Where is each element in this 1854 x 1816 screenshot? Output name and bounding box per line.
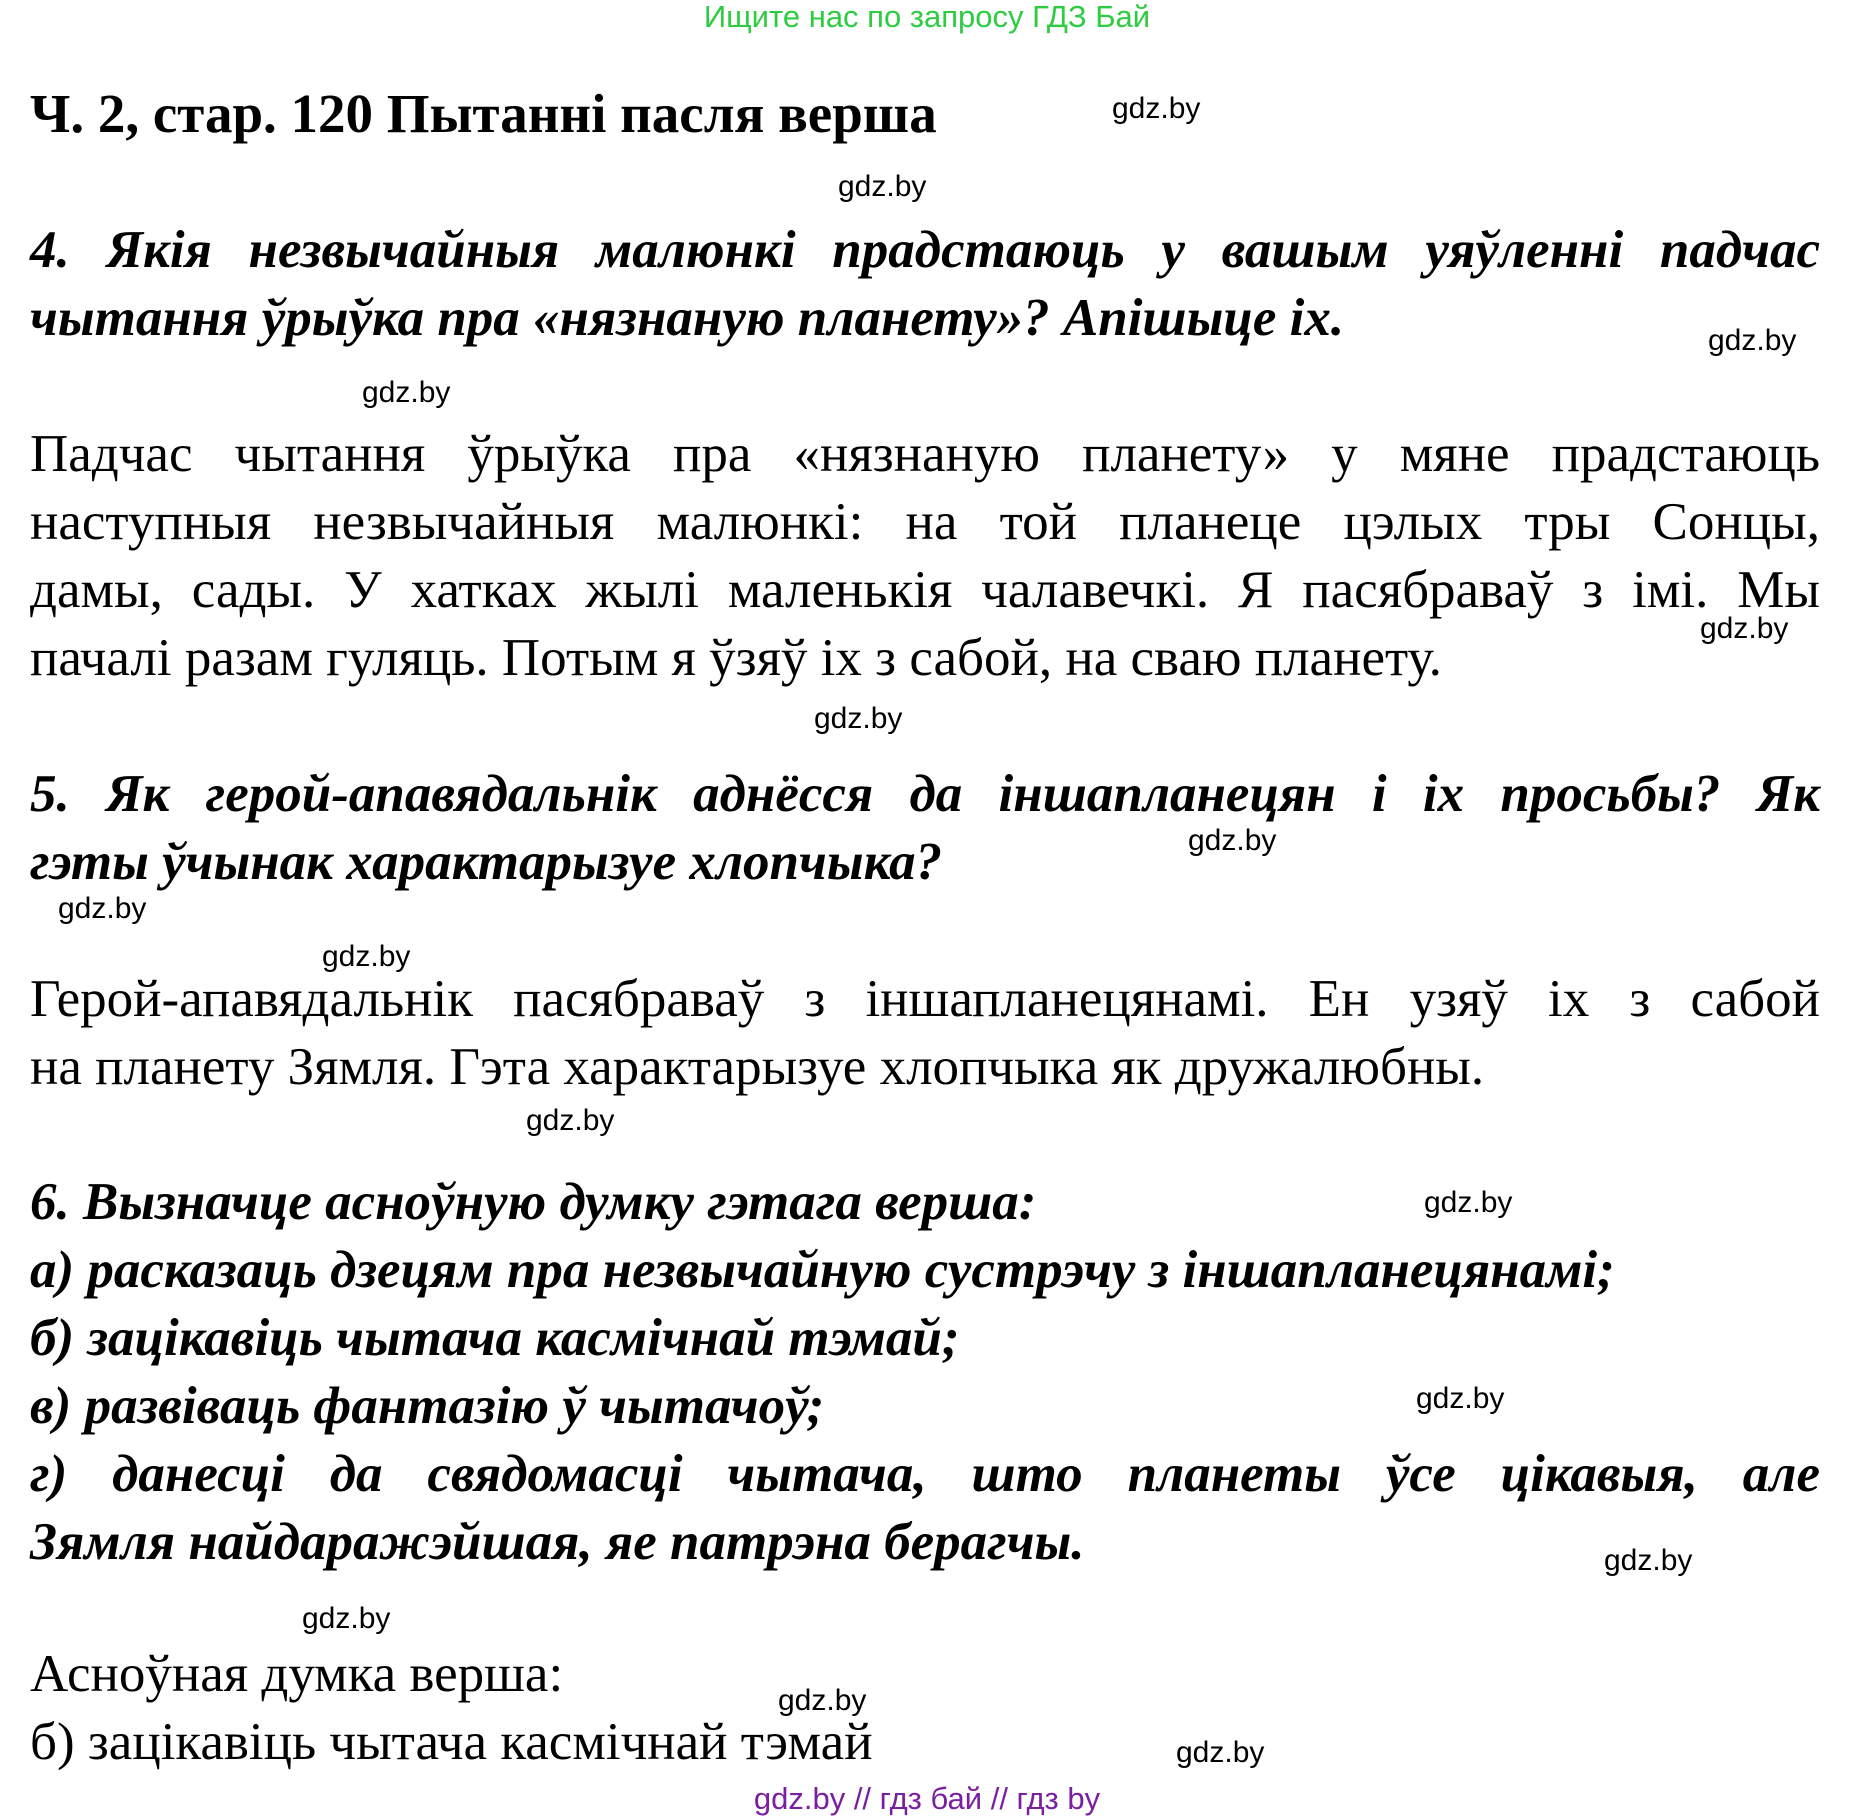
question-option-b: б) зацікавіць чытача касмічнай тэмай; xyxy=(30,1309,960,1367)
watermark: gdz.by xyxy=(1112,92,1201,125)
answer-line: на планету Зямля. Гэта характарызуе хлопчыка як дружалюбны. xyxy=(30,1038,1485,1096)
answer-line: б) зацікавіць чытача касмічнай тэмай xyxy=(30,1713,873,1771)
footer-links[interactable]: gdz.by // гдз бай // гдз by xyxy=(753,1781,1101,1816)
answer-line: Герой-апавядальнік пасябраваў з іншапланецянамі. Ен узяў іх з сабой xyxy=(30,970,1820,1028)
watermark: gdz.by xyxy=(1176,1736,1265,1769)
question-option-c: в) развіваць фантазію ў чытачоў; xyxy=(30,1377,825,1435)
question-4 xyxy=(30,216,1820,352)
page-title: Ч. 2, стар. 120 Пытанні пасля верша xyxy=(30,83,937,144)
answer-6 xyxy=(30,1640,1820,1776)
watermark: gdz.by xyxy=(58,892,147,925)
watermark: gdz.by xyxy=(1604,1544,1693,1577)
watermark: gdz.by xyxy=(1424,1186,1513,1219)
question-option-d: г) данесці да свядомасці чытача, што планеты ўсе цікавыя, але xyxy=(30,1445,1820,1503)
watermark: gdz.by xyxy=(1416,1382,1505,1415)
question-6 xyxy=(30,1168,1820,1576)
question-line: чытання ўрыўка пра «нязнаную планету»? Апішыце іх. xyxy=(30,289,1345,347)
top-banner[interactable]: Ищите нас по запросу ГДЗ Бай xyxy=(703,0,1151,34)
watermark: gdz.by xyxy=(1188,824,1277,857)
question-option-a: а) расказаць дзецям пра незвычайную сустрэчу з іншапланецянамі; xyxy=(30,1241,1615,1299)
question-line: Зямля найдаражэйшая, яе патрэна берагчы. xyxy=(30,1513,1085,1571)
watermark: gdz.by xyxy=(1700,612,1789,645)
answer-line: наступныя незвычайныя малюнкі: на той планеце цэлых тры Сонцы, xyxy=(30,493,1820,551)
question-line: 4. Якія незвычайныя малюнкі прадстаюць у вашым уяўленні падчас xyxy=(30,221,1820,279)
answer-line: Асноўная думка верша: xyxy=(30,1645,564,1703)
answer-line: пачалі разам гуляць. Потым я ўзяў іх з сабой, на сваю планету. xyxy=(30,629,1442,687)
question-line: 5. Як герой-апавядальнік аднёсся да іншапланецян і іх просьбы? Як xyxy=(30,765,1820,823)
watermark: gdz.by xyxy=(362,376,451,409)
question-5 xyxy=(30,760,1820,896)
watermark: gdz.by xyxy=(1708,324,1797,357)
answer-4 xyxy=(30,420,1820,692)
question-line: гэты ўчынак характарызуе хлопчыка? xyxy=(30,833,943,891)
watermark: gdz.by xyxy=(322,940,411,973)
watermark: gdz.by xyxy=(814,702,903,735)
watermark: gdz.by xyxy=(302,1602,391,1635)
answer-line: Падчас чытання ўрыўка пра «нязнаную планету» у мяне прадстаюць xyxy=(30,425,1820,483)
answer-5 xyxy=(30,965,1820,1101)
watermark: gdz.by xyxy=(778,1684,867,1717)
watermark: gdz.by xyxy=(526,1104,615,1137)
answer-line: дамы, сады. У хатках жылі маленькія чалавечкі. Я пасябраваў з імі. Мы xyxy=(30,561,1820,619)
watermark: gdz.by xyxy=(838,170,927,203)
question-line: 6. Вызначце асноўную думку гэтага верша: xyxy=(30,1173,1037,1231)
